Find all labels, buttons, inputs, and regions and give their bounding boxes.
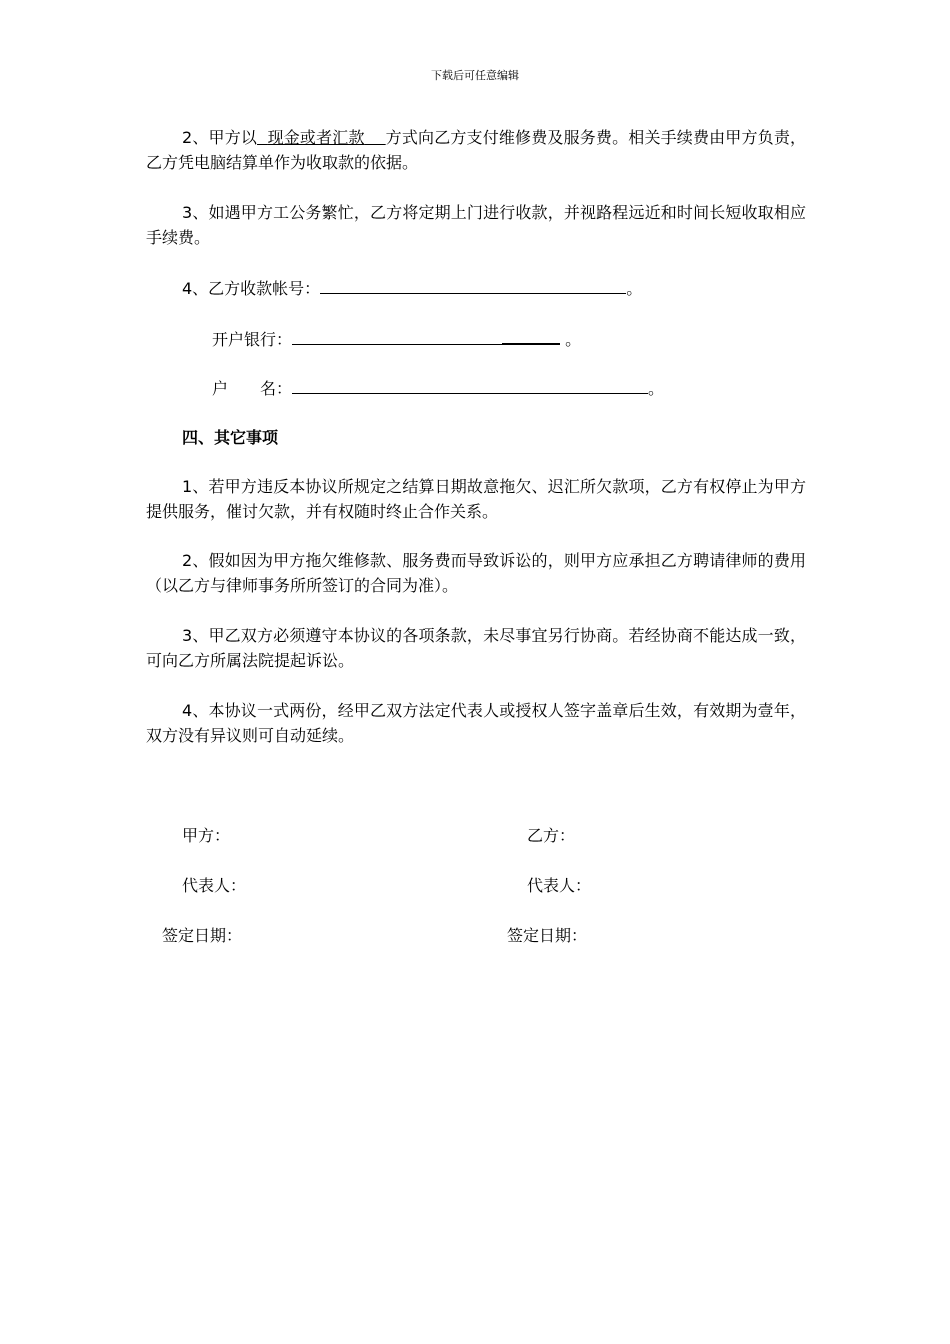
bank-blank-bold <box>502 325 560 345</box>
sign-date-a-label: 签定日期： <box>162 926 243 945</box>
account-number-line <box>182 275 642 301</box>
item-1: 1、若甲方违反本协议所规定之结算日期故意拖欠、迟汇所欠款项，乙方有权停止为甲方提供服务，催讨欠款，并有权随时终止合作关系。 <box>146 477 806 521</box>
item-2: 2、假如因为甲方拖欠维修款、服务费而导致诉讼的，则甲方应承担乙方聘请律师的费用（以乙方与律师事务所所签订的合同为准）。 <box>146 551 806 595</box>
bank-line <box>212 325 581 352</box>
item-3: 3、甲乙双方必须遵守本协议的各项条款，未尽事宜另行协商。若经协商不能达成一致，可向乙方所属法院提起诉讼。 <box>146 626 806 670</box>
clause-payment-method <box>146 125 806 175</box>
sign-date-b-label: 签定日期： <box>507 926 588 945</box>
bank-end: 。 <box>565 330 582 349</box>
payment-method-underlined: 现金或者汇款 <box>267 128 365 147</box>
page-header: 下载后可任意编辑 <box>431 69 519 82</box>
account-name-label: 户 名： <box>212 379 293 398</box>
bank-label: 开户银行： <box>212 330 293 349</box>
party-b-label: 乙方： <box>527 826 576 845</box>
section-title: 四、其它事项 <box>182 428 279 447</box>
clause-collection: 3、如遇甲方工公务繁忙，乙方将定期上门进行收款，并视路程远近和时间长短收取相应手续费。 <box>146 203 806 247</box>
clause-suffix: 方式向乙方支付维修费及服务费。相关手续费由甲方负责，乙方凭电脑结算单作为收取款的依据。 <box>146 128 806 172</box>
account-number-label: 4、乙方收款帐号： <box>182 279 321 298</box>
account-name-line <box>212 375 664 401</box>
party-a-label: 甲方： <box>182 826 231 845</box>
account-name-blank <box>292 375 648 394</box>
item-4: 4、本协议一式两份，经甲乙双方法定代表人或授权人签字盖章后生效，有效期为壹年，双方没有异议则可自动延续。 <box>146 701 806 745</box>
representative-b-label: 代表人： <box>527 876 592 895</box>
clause-prefix: 2、甲方以 <box>182 128 258 147</box>
account-number-end: 。 <box>626 279 643 298</box>
representative-a-label: 代表人： <box>182 876 247 895</box>
bank-blank <box>292 326 502 345</box>
account-name-end: 。 <box>648 379 665 398</box>
account-number-blank <box>320 275 626 294</box>
